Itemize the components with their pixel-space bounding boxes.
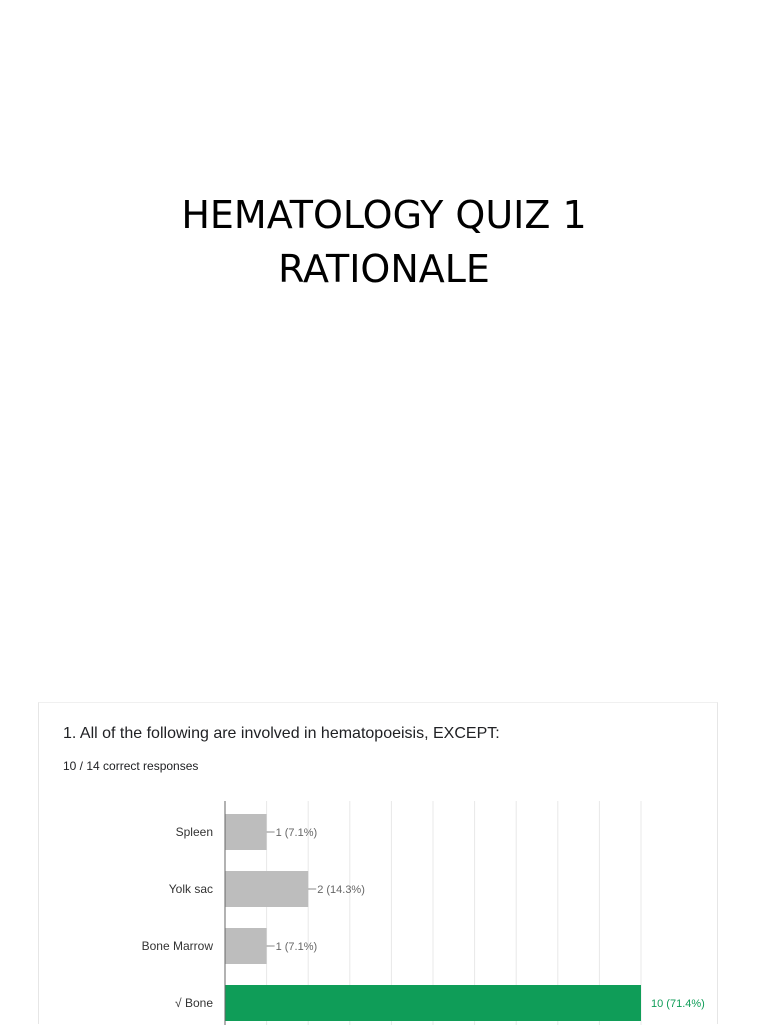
category-label: Bone Marrow — [141, 939, 213, 953]
category-label: Yolk sac — [168, 882, 213, 896]
question-text: 1. All of the following are involved in hematopoeisis, EXCEPT: — [63, 725, 500, 742]
value-label: 1 (7.1%) — [275, 941, 318, 953]
slide-title-line1: HEMATOLOGY QUIZ 1 — [181, 193, 587, 237]
bar — [225, 814, 267, 850]
question-card — [38, 702, 718, 1024]
value-label: 1 (7.1%) — [275, 827, 318, 839]
category-label: √ Bone — [175, 996, 213, 1010]
bar — [225, 871, 308, 907]
responses-bar-chart — [39, 703, 719, 1025]
bar — [225, 928, 267, 964]
category-label: Spleen — [175, 825, 213, 839]
correct-responses-count: 10 / 14 correct responses — [63, 759, 199, 773]
value-label: 2 (14.3%) — [317, 884, 365, 896]
bar-correct — [225, 985, 641, 1021]
slide-title — [0, 188, 768, 296]
slide-title-line2: RATIONALE — [278, 247, 490, 291]
value-label: 10 (71.4%) — [651, 998, 705, 1010]
